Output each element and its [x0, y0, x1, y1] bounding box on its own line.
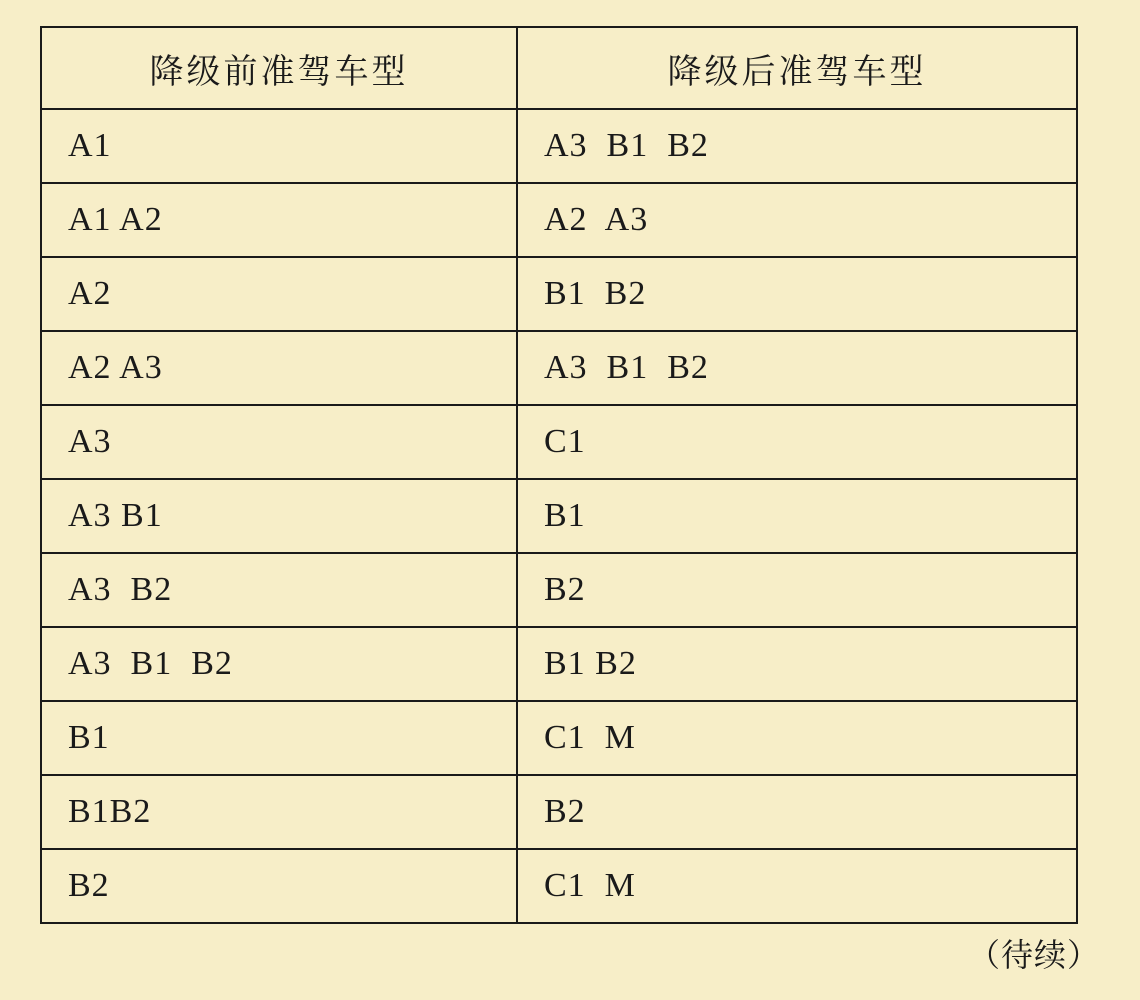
- cell-before: A3 B1: [41, 479, 517, 553]
- cell-before: A2 A3: [41, 331, 517, 405]
- cell-after: A3 B1 B2: [517, 331, 1077, 405]
- column-header-before: 降级前准驾车型: [41, 27, 517, 109]
- table-row: [41, 701, 1077, 775]
- cell-before: A3: [41, 405, 517, 479]
- table-row: [41, 553, 1077, 627]
- table-row: [41, 479, 1077, 553]
- table-header-row: [41, 27, 1077, 109]
- table-row: [41, 331, 1077, 405]
- license-downgrade-table: [40, 26, 1078, 924]
- table-row: [41, 109, 1077, 183]
- cell-after: B1: [517, 479, 1077, 553]
- cell-after: B2: [517, 775, 1077, 849]
- cell-before: B1B2: [41, 775, 517, 849]
- cell-after: C1 M: [517, 701, 1077, 775]
- cell-after: A3 B1 B2: [517, 109, 1077, 183]
- table-row: [41, 405, 1077, 479]
- cell-before: A3 B1 B2: [41, 627, 517, 701]
- table-header: [41, 27, 1077, 109]
- cell-after: B1 B2: [517, 257, 1077, 331]
- cell-before: A3 B2: [41, 553, 517, 627]
- table-body: [41, 109, 1077, 923]
- column-header-after: 降级后准驾车型: [517, 27, 1077, 109]
- cell-after: C1: [517, 405, 1077, 479]
- cell-before: A2: [41, 257, 517, 331]
- table-row: [41, 775, 1077, 849]
- table-row: [41, 849, 1077, 923]
- table-row: [41, 627, 1077, 701]
- cell-before: B2: [41, 849, 517, 923]
- cell-after: B2: [517, 553, 1077, 627]
- cell-before: B1: [41, 701, 517, 775]
- table-row: [41, 183, 1077, 257]
- cell-after: B1 B2: [517, 627, 1077, 701]
- cell-after: C1 M: [517, 849, 1077, 923]
- continuation-note: （待续）: [967, 937, 1100, 973]
- cell-before: A1 A2: [41, 183, 517, 257]
- cell-before: A1: [41, 109, 517, 183]
- table-row: [41, 257, 1077, 331]
- cell-after: A2 A3: [517, 183, 1077, 257]
